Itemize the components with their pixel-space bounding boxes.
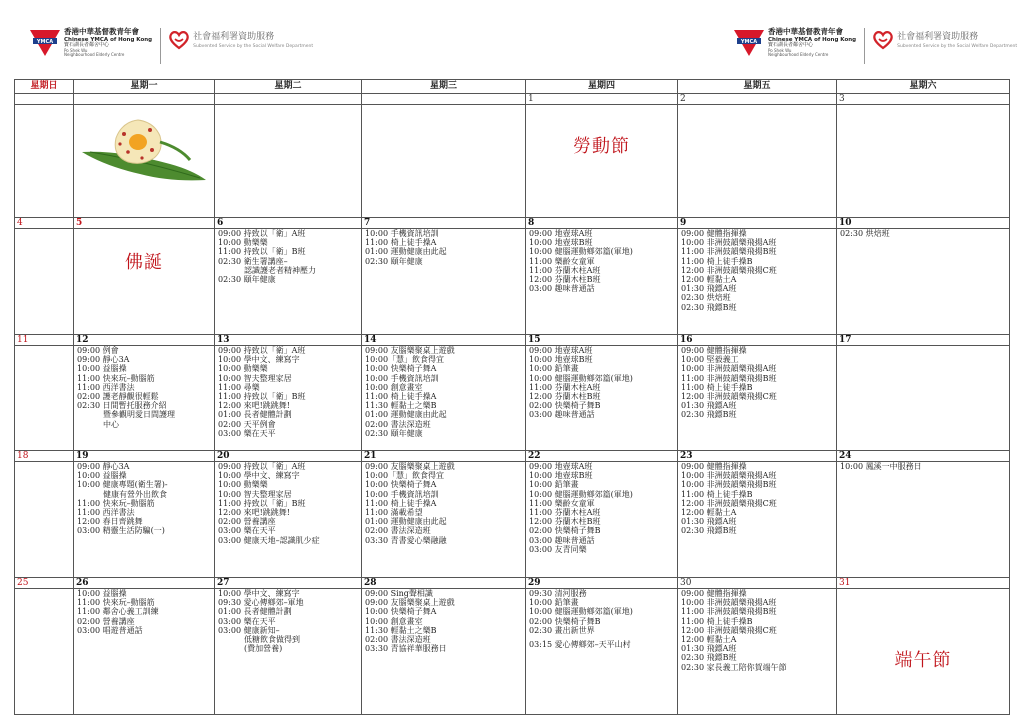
calendar-day-cell xyxy=(73,218,214,334)
activity-list xyxy=(362,589,525,653)
activity-item: 03:00 趣味普通話 xyxy=(529,284,595,294)
day-number xyxy=(215,94,361,105)
activity-item: 01:30 飛鏢A班 xyxy=(681,517,737,527)
activity-item: 03:30 青協祥華服務日 xyxy=(365,644,447,654)
calendar-day-cell xyxy=(836,451,1010,577)
swd-name-zh: 社會福利署資助服務 xyxy=(897,32,979,42)
center-name-en-2: Neighbourhood Elderly Centre xyxy=(768,52,829,58)
activity-item: 10:00 堅毅義工 xyxy=(681,355,739,365)
day-number: 5 xyxy=(74,218,214,229)
activity-item: 09:00 持致以「衛」A班 xyxy=(218,346,306,355)
calendar-week-row xyxy=(14,218,1010,335)
day-number: 10 xyxy=(837,218,1009,229)
activity-item: 01:30 飛鏢A班 xyxy=(681,284,737,294)
activity-item: 02:30 家長義工陪你賀端午節 xyxy=(681,662,787,672)
swd-logo xyxy=(169,28,313,50)
day-number xyxy=(15,94,73,105)
holiday-label: 勞動節 xyxy=(573,136,630,157)
activity-item: 09:00 地壺球A班 xyxy=(529,229,593,238)
activity-item: 11:00 芬蘭木柱A班 xyxy=(529,508,601,518)
activity-item: 11:00 快來玩–動腦筋 xyxy=(77,498,155,508)
activity-item: 11:30 輕黏土之樂B xyxy=(365,401,437,411)
activity-item: 02:00 快樂椅子舞B xyxy=(529,526,601,536)
activity-list xyxy=(74,462,214,536)
monthly-calendar xyxy=(14,79,1010,711)
activity-item: 11:00 樂齡女童軍 xyxy=(529,498,595,508)
calendar-day-cell xyxy=(836,335,1010,450)
logo-divider xyxy=(160,28,161,64)
calendar-day-cell xyxy=(361,218,525,334)
activity-item: 11:00 芬蘭木柱A班 xyxy=(529,382,601,392)
activity-item: 10:00 非洲鼓韻樂飛揚A班 xyxy=(681,471,777,481)
activity-item: 10:00 快樂椅子舞A xyxy=(365,364,437,374)
activity-item: 10:00 智夫整理家居 xyxy=(218,489,292,499)
ymca-triangle-icon xyxy=(30,30,60,56)
day-number: 9 xyxy=(678,218,836,229)
activity-item: 10:00 益腦操 xyxy=(77,364,127,374)
activity-item: 12:00 芬蘭木柱B班 xyxy=(529,275,601,285)
activity-item: 12:00 輕黏土A xyxy=(681,508,737,518)
activity-item: 03:00 趣味普通話 xyxy=(529,410,595,420)
activity-list xyxy=(837,462,1009,471)
activity-item: 10:00 動樂樂 xyxy=(218,238,268,248)
activity-item: 03:00 健康天地–認識肌少症 xyxy=(218,535,320,545)
activity-item: 10:00 創意畫室 xyxy=(365,382,423,392)
day-number: 28 xyxy=(362,578,525,589)
calendar-week-row xyxy=(14,335,1010,451)
holiday-label: 佛誕 xyxy=(125,252,163,273)
activity-item: 10:00 非洲鼓韻樂飛揚B班 xyxy=(681,480,777,490)
activity-item: 09:00 Sing聲相識 xyxy=(365,589,433,598)
activity-item: 12:00 非洲鼓韻樂飛揚C班 xyxy=(681,392,777,402)
activity-item: 11:00 椅上徒手操A xyxy=(365,498,437,508)
activity-item: 09:30 清河服務 xyxy=(529,589,587,598)
day-number: 29 xyxy=(526,578,677,589)
activity-item: 02:00 快樂椅子舞B xyxy=(529,616,601,626)
activity-item: 11:00 樂齡女童軍 xyxy=(529,256,595,266)
activity-list xyxy=(74,589,214,635)
activity-item: 10:00 鉛筆畫 xyxy=(529,480,579,490)
activity-item: 10:00 健腦運動鄉郊篇(軍地) xyxy=(529,607,633,617)
activity-item: 11:30 輕黏土之樂B xyxy=(365,625,437,635)
center-name-en-2: Neighbourhood Elderly Centre xyxy=(64,52,125,58)
day-number: 25 xyxy=(15,578,73,589)
activity-item: 02:30 飛鏢B班 xyxy=(681,410,737,420)
activity-item: 09:00 例會 xyxy=(77,346,119,355)
calendar-day-cell xyxy=(214,578,361,714)
activity-item: 03:00 趣味普通話 xyxy=(529,535,595,545)
weekday-label: 星期一 xyxy=(73,80,214,93)
activity-item: 10:00 益腦操 xyxy=(77,589,127,598)
activity-list xyxy=(215,346,361,438)
calendar-day-cell xyxy=(73,451,214,577)
day-number: 16 xyxy=(678,335,836,346)
activity-item: 11:00 快來玩–動腦筋 xyxy=(77,598,155,608)
day-number: 27 xyxy=(215,578,361,589)
day-number xyxy=(74,94,214,105)
activity-item: 01:00 長者健體計劃 xyxy=(218,607,292,617)
ymca-logo-text: YMCA xyxy=(740,39,758,45)
activity-item: 02:30 烘焙班 xyxy=(840,229,890,238)
calendar-day-cell xyxy=(73,578,214,714)
activity-item: 10:00 手機資訊培訓 xyxy=(365,373,439,383)
calendar-day-cell xyxy=(14,335,73,450)
activity-item: 03:00 精靈生活防騙(一) xyxy=(77,526,165,536)
activity-item: 11:00 非洲鼓韻樂飛揚B班 xyxy=(681,373,777,383)
calendar-day-cell xyxy=(525,94,677,217)
activity-item: 12:00 輕黏土A xyxy=(681,635,737,645)
day-number: 15 xyxy=(526,335,677,346)
ymca-logo xyxy=(30,28,152,58)
activity-item: 09:00 友腦樂聚桌上遊戲 xyxy=(365,462,455,471)
day-number: 23 xyxy=(678,451,836,462)
day-number: 21 xyxy=(362,451,525,462)
swd-heart-icon xyxy=(169,30,189,50)
calendar-day-cell xyxy=(361,451,525,577)
activity-item: 認識護老者精神壓力 xyxy=(244,265,316,275)
calendar-day-cell xyxy=(214,94,361,217)
activity-item: 03:00 友青同樂 xyxy=(529,544,587,554)
activity-item: 02:30 日間暫托服務介紹 xyxy=(77,401,167,411)
activity-list xyxy=(837,229,1009,238)
ymca-name-zh: 香港中華基督教青年會 xyxy=(64,27,139,36)
weekday-label: 星期六 xyxy=(836,80,1010,93)
activity-item: 09:00 健體指揮操 xyxy=(681,589,747,598)
activity-item: 10:00 非洲鼓韻樂飛揚A班 xyxy=(681,598,777,608)
calendar-day-cell xyxy=(14,94,73,217)
calendar-day-cell xyxy=(677,578,836,714)
center-name-en: Po Shek Wu xyxy=(64,47,88,53)
ymca-name-en: Chinese YMCA of Hong Kong xyxy=(768,36,857,43)
activity-item: 02:00 護老靜觀很輕鬆 xyxy=(77,392,159,402)
activity-item: 02:30 畫出新世界 xyxy=(529,625,595,635)
activity-item: 09:00 持致以「衛」A班 xyxy=(218,462,306,471)
day-number: 20 xyxy=(215,451,361,462)
day-number: 19 xyxy=(74,451,214,462)
calendar-day-cell xyxy=(361,94,525,217)
activity-item: 10:00 地壺球B班 xyxy=(529,238,593,248)
activity-list xyxy=(526,589,677,649)
day-number: 1 xyxy=(526,94,677,105)
activity-item: 09:00 靜心3A xyxy=(77,462,130,471)
activity-item: 12:00 非洲鼓韻樂飛揚C班 xyxy=(681,625,777,635)
activity-list xyxy=(678,229,836,312)
activity-item: 10:00 手機資訊培訓 xyxy=(365,229,439,238)
activity-item: 10:00 地壺球B班 xyxy=(529,471,593,481)
activity-item: 02:30 衛生署講座– xyxy=(218,256,288,266)
weekday-label: 星期日 xyxy=(14,80,73,93)
activity-list xyxy=(678,589,836,672)
activity-item: 10:00 智夫整理家居 xyxy=(218,373,292,383)
activity-item: 03:00 樂在天平 xyxy=(218,428,276,438)
calendar-day-cell xyxy=(214,451,361,577)
day-number: 8 xyxy=(526,218,677,229)
calendar-day-cell xyxy=(836,578,1010,714)
header-logos-left xyxy=(30,28,313,72)
activity-item: 10:00 創意畫室 xyxy=(365,616,423,626)
day-number: 3 xyxy=(837,94,1009,105)
weekday-header-row xyxy=(14,79,1010,94)
calendar-day-cell xyxy=(677,451,836,577)
activity-item: 10:00 學中文、練寫字 xyxy=(218,471,300,481)
activity-item: 12:00 非洲鼓韻樂飛揚C班 xyxy=(681,498,777,508)
activity-list xyxy=(362,346,525,438)
day-number xyxy=(362,94,525,105)
activity-item: 12:00 輕黏土A xyxy=(681,275,737,285)
activity-item: 10:00 健腦運動鄉郊篇(軍地) xyxy=(529,373,633,383)
activity-item: 11:00 椅上徒手操A xyxy=(365,392,437,402)
calendar-day-cell xyxy=(214,335,361,450)
activity-item: 10:00 非洲鼓韻樂飛揚A班 xyxy=(681,364,777,374)
holiday-label: 端午節 xyxy=(894,650,952,671)
activity-item: 10:00「慧」飲食得宜 xyxy=(365,355,445,365)
activity-item: 11:00 持致以「衛」B班 xyxy=(218,247,306,257)
activity-item: 02:30 頤年健康 xyxy=(365,428,423,438)
calendar-day-cell xyxy=(14,218,73,334)
calendar-week-row xyxy=(14,451,1010,578)
day-number: 12 xyxy=(74,335,214,346)
activity-list xyxy=(362,229,525,266)
activity-item: 01:00 運動健康由此起 xyxy=(365,517,447,527)
activity-item: 02:30 飛鏢B班 xyxy=(681,302,737,312)
activity-item: 12:00 春日齊跳舞 xyxy=(77,517,143,527)
activity-item: 01:00 運動健康由此起 xyxy=(365,410,447,420)
activity-item: 10:00 鉛筆畫 xyxy=(529,598,579,608)
activity-item: 10:00 健腦運動鄉郊篇(軍地) xyxy=(529,489,633,499)
calendar-week-row xyxy=(14,94,1010,218)
day-number: 31 xyxy=(837,578,1009,589)
activity-list xyxy=(215,229,361,284)
activity-item: 01:30 飛鏢A班 xyxy=(681,644,737,654)
activity-item: 03:00 樂在天平 xyxy=(218,616,276,626)
calendar-day-cell xyxy=(14,578,73,714)
activity-item: 03:00 樂在天平 xyxy=(218,526,276,536)
activity-item: 01:00 運動健康由此起 xyxy=(365,247,447,257)
activity-item: 02:00 天平例會 xyxy=(218,419,276,429)
activity-item: 02:30 飛鏢B班 xyxy=(681,526,737,536)
activity-item: 03:00 健康新知– xyxy=(218,625,280,635)
activity-item: 11:00 西洋書法 xyxy=(77,508,135,518)
activity-item: 02:00 書法深造班 xyxy=(365,419,431,429)
activity-item: 12:00 來吧!跳跳舞! xyxy=(218,508,291,518)
activity-item: 09:00 持致以「衛」A班 xyxy=(218,229,306,238)
activity-item: 02:00 快樂椅子舞B xyxy=(529,401,601,411)
activity-item: 11:00 非洲鼓韻樂飛揚B班 xyxy=(681,247,777,257)
activity-list xyxy=(526,229,677,293)
day-number: 30 xyxy=(678,578,836,589)
logo-divider xyxy=(864,28,865,64)
swd-heart-icon xyxy=(873,30,893,50)
weekday-label: 星期三 xyxy=(361,80,525,93)
center-name-zh: 寶石湖長者鄰舍中心 xyxy=(768,41,814,48)
activity-item: 02:30 頤年健康 xyxy=(365,256,423,266)
calendar-day-cell xyxy=(73,335,214,450)
center-name-en: Po Shek Wu xyxy=(768,47,792,53)
activity-item: 11:00 持致以「衛」B班 xyxy=(218,392,306,402)
activity-item: 10:00 健康專題(衛生署)- xyxy=(77,480,168,490)
day-number: 14 xyxy=(362,335,525,346)
day-number: 7 xyxy=(362,218,525,229)
swd-name-en: Subvented Service by the Social Welfare Department xyxy=(897,43,1018,49)
swd-logo xyxy=(873,28,1017,50)
activity-list xyxy=(678,462,836,536)
activity-item: 11:00 芬蘭木柱A班 xyxy=(529,265,601,275)
activity-item: 10:00「慧」飲食得宜 xyxy=(365,471,445,481)
activity-item: 10:00 快樂椅子舞A xyxy=(365,607,437,617)
activity-item: 12:00 芬蘭木柱B班 xyxy=(529,392,601,402)
ymca-logo-text: YMCA xyxy=(36,39,54,45)
day-number: 6 xyxy=(215,218,361,229)
activity-item: 11:00 非洲鼓韻樂飛揚B班 xyxy=(681,607,777,617)
activity-item: 09:00 友腦樂聚桌上遊戲 xyxy=(365,598,455,608)
activity-item: 11:00 鄰舍心義工訓練 xyxy=(77,607,159,617)
activity-item: 11:00 椅上徒手操B xyxy=(681,256,753,266)
activity-item: 10:00 動樂樂 xyxy=(218,480,268,490)
activity-list xyxy=(215,589,361,653)
activity-item: 暨參觀明愛日間護理 xyxy=(103,410,175,420)
calendar-day-cell xyxy=(525,218,677,334)
activity-item: 10:00 快樂椅子舞A xyxy=(365,480,437,490)
ymca-name-en: Chinese YMCA of Hong Kong xyxy=(64,36,153,43)
activity-item: 09:00 健體指揮操 xyxy=(681,462,747,471)
ymca-logo xyxy=(734,28,856,58)
activity-item: 11:00 椅上徒手操B xyxy=(681,382,753,392)
activity-list xyxy=(74,346,214,429)
activity-item: 健康有營外出飲食 xyxy=(103,489,167,499)
calendar-day-cell xyxy=(214,218,361,334)
calendar-day-cell xyxy=(525,578,677,714)
activity-item: 12:00 芬蘭木柱B班 xyxy=(529,517,601,527)
calendar-day-cell xyxy=(14,451,73,577)
activity-item: 02:00 書法深造班 xyxy=(365,526,431,536)
activity-item: 09:00 地壺球A班 xyxy=(529,462,593,471)
activity-item: 11:00 椅上徒手操A xyxy=(365,238,437,248)
activity-item: 10:00 健腦運動鄉郊篇(軍地) xyxy=(529,247,633,257)
center-name-zh: 寶石湖長者鄰舍中心 xyxy=(64,41,110,48)
calendar-day-cell xyxy=(677,218,836,334)
activity-list xyxy=(526,462,677,554)
swd-name-zh: 社會福利署資助服務 xyxy=(193,32,275,42)
calendar-day-cell xyxy=(836,94,1010,217)
activity-item: 10:00 益腦操 xyxy=(77,471,127,481)
activity-item: 01:00 長者健體計劃 xyxy=(218,410,292,420)
activity-item: (費加營養) xyxy=(244,644,283,654)
activity-item: 02:00 營養講座 xyxy=(77,616,135,626)
weekday-label: 星期二 xyxy=(214,80,361,93)
activity-item: 09:00 靜心3A xyxy=(77,355,130,365)
calendar-day-cell xyxy=(525,335,677,450)
day-number: 22 xyxy=(526,451,677,462)
day-number: 24 xyxy=(837,451,1009,462)
activity-item: 09:00 友腦樂聚桌上遊戲 xyxy=(365,346,455,355)
activity-item: 中心 xyxy=(103,419,119,429)
activity-item: 11:00 尋樂 xyxy=(218,382,260,392)
activity-item: 02:30 烘焙班 xyxy=(681,293,731,303)
activity-item: 低糖飲食做得到 xyxy=(244,635,300,645)
activity-item: 10:00 學中文、練寫字 xyxy=(218,589,300,598)
activity-item: 10:00 學中文、練寫字 xyxy=(218,355,300,365)
activity-list xyxy=(526,346,677,420)
activity-item: 10:00 動樂樂 xyxy=(218,364,268,374)
activity-item: 11:00 持致以「衛」B班 xyxy=(218,498,306,508)
ymca-name-zh: 香港中華基督教青年會 xyxy=(768,27,843,36)
activity-item: 09:30 愛心傳鄉郊–軍地 xyxy=(218,598,304,608)
activity-item: 12:00 非洲鼓韻樂飛揚C班 xyxy=(681,265,777,275)
activity-list xyxy=(215,462,361,545)
activity-item: 10:00 手機資訊培訓 xyxy=(365,489,439,499)
calendar-day-cell xyxy=(677,335,836,450)
activity-item: 02:30 頤年健康 xyxy=(218,275,276,285)
day-number: 17 xyxy=(837,335,1009,346)
activity-item: 10:00 地壺球B班 xyxy=(529,355,593,365)
calendar-body xyxy=(14,94,1010,715)
day-number: 18 xyxy=(15,451,73,462)
activity-item: 11:00 快來玩–動腦筋 xyxy=(77,373,155,383)
activity-item: 02:00 書法深造班 xyxy=(365,635,431,645)
activity-list xyxy=(362,462,525,545)
activity-item: 09:00 健體指揮操 xyxy=(681,346,747,355)
calendar-day-cell xyxy=(73,94,214,217)
calendar-day-cell xyxy=(361,578,525,714)
activity-item: 11:00 椅上徒手操B xyxy=(681,616,753,626)
activity-item: 10:00 非洲鼓韻樂飛揚A班 xyxy=(681,238,777,248)
activity-item: 03:15 愛心傳鄉郊–天平山村 xyxy=(529,640,631,650)
activity-list xyxy=(678,346,836,420)
activity-item: 10:00 鳳溪一中服務日 xyxy=(840,462,922,471)
activity-item: 03:00 唱遊普通話 xyxy=(77,625,143,635)
activity-item: 12:00 來吧!跳跳舞! xyxy=(218,401,291,411)
ymca-triangle-icon xyxy=(734,30,764,56)
header-logos-right xyxy=(734,28,1017,72)
calendar-day-cell xyxy=(361,335,525,450)
zongzi-illustration xyxy=(80,112,208,184)
calendar-day-cell xyxy=(525,451,677,577)
activity-item: 02:30 飛鏢B班 xyxy=(681,653,737,663)
day-number: 4 xyxy=(15,218,73,229)
calendar-day-cell xyxy=(836,218,1010,334)
calendar-day-cell xyxy=(677,94,836,217)
activity-item: 09:00 健體指揮操 xyxy=(681,229,747,238)
activity-item: 03:30 青書愛心樂融融 xyxy=(365,535,447,545)
activity-item: 01:30 飛鏢A班 xyxy=(681,401,737,411)
activity-item: 09:00 地壺球A班 xyxy=(529,346,593,355)
calendar-week-row xyxy=(14,578,1010,715)
weekday-label: 星期五 xyxy=(677,80,836,93)
activity-item: 11:00 滿載希望 xyxy=(365,508,423,518)
activity-item: 11:00 西洋書法 xyxy=(77,382,135,392)
day-number: 26 xyxy=(74,578,214,589)
day-number: 11 xyxy=(15,335,73,346)
activity-item: 10:00 鉛筆畫 xyxy=(529,364,579,374)
activity-item: 02:00 營養講座 xyxy=(218,517,276,527)
activity-item: 11:00 椅上徒手操B xyxy=(681,489,753,499)
weekday-label: 星期四 xyxy=(525,80,677,93)
swd-name-en: Subvented Service by the Social Welfare Department xyxy=(193,43,314,49)
day-number: 2 xyxy=(678,94,836,105)
day-number: 13 xyxy=(215,335,361,346)
